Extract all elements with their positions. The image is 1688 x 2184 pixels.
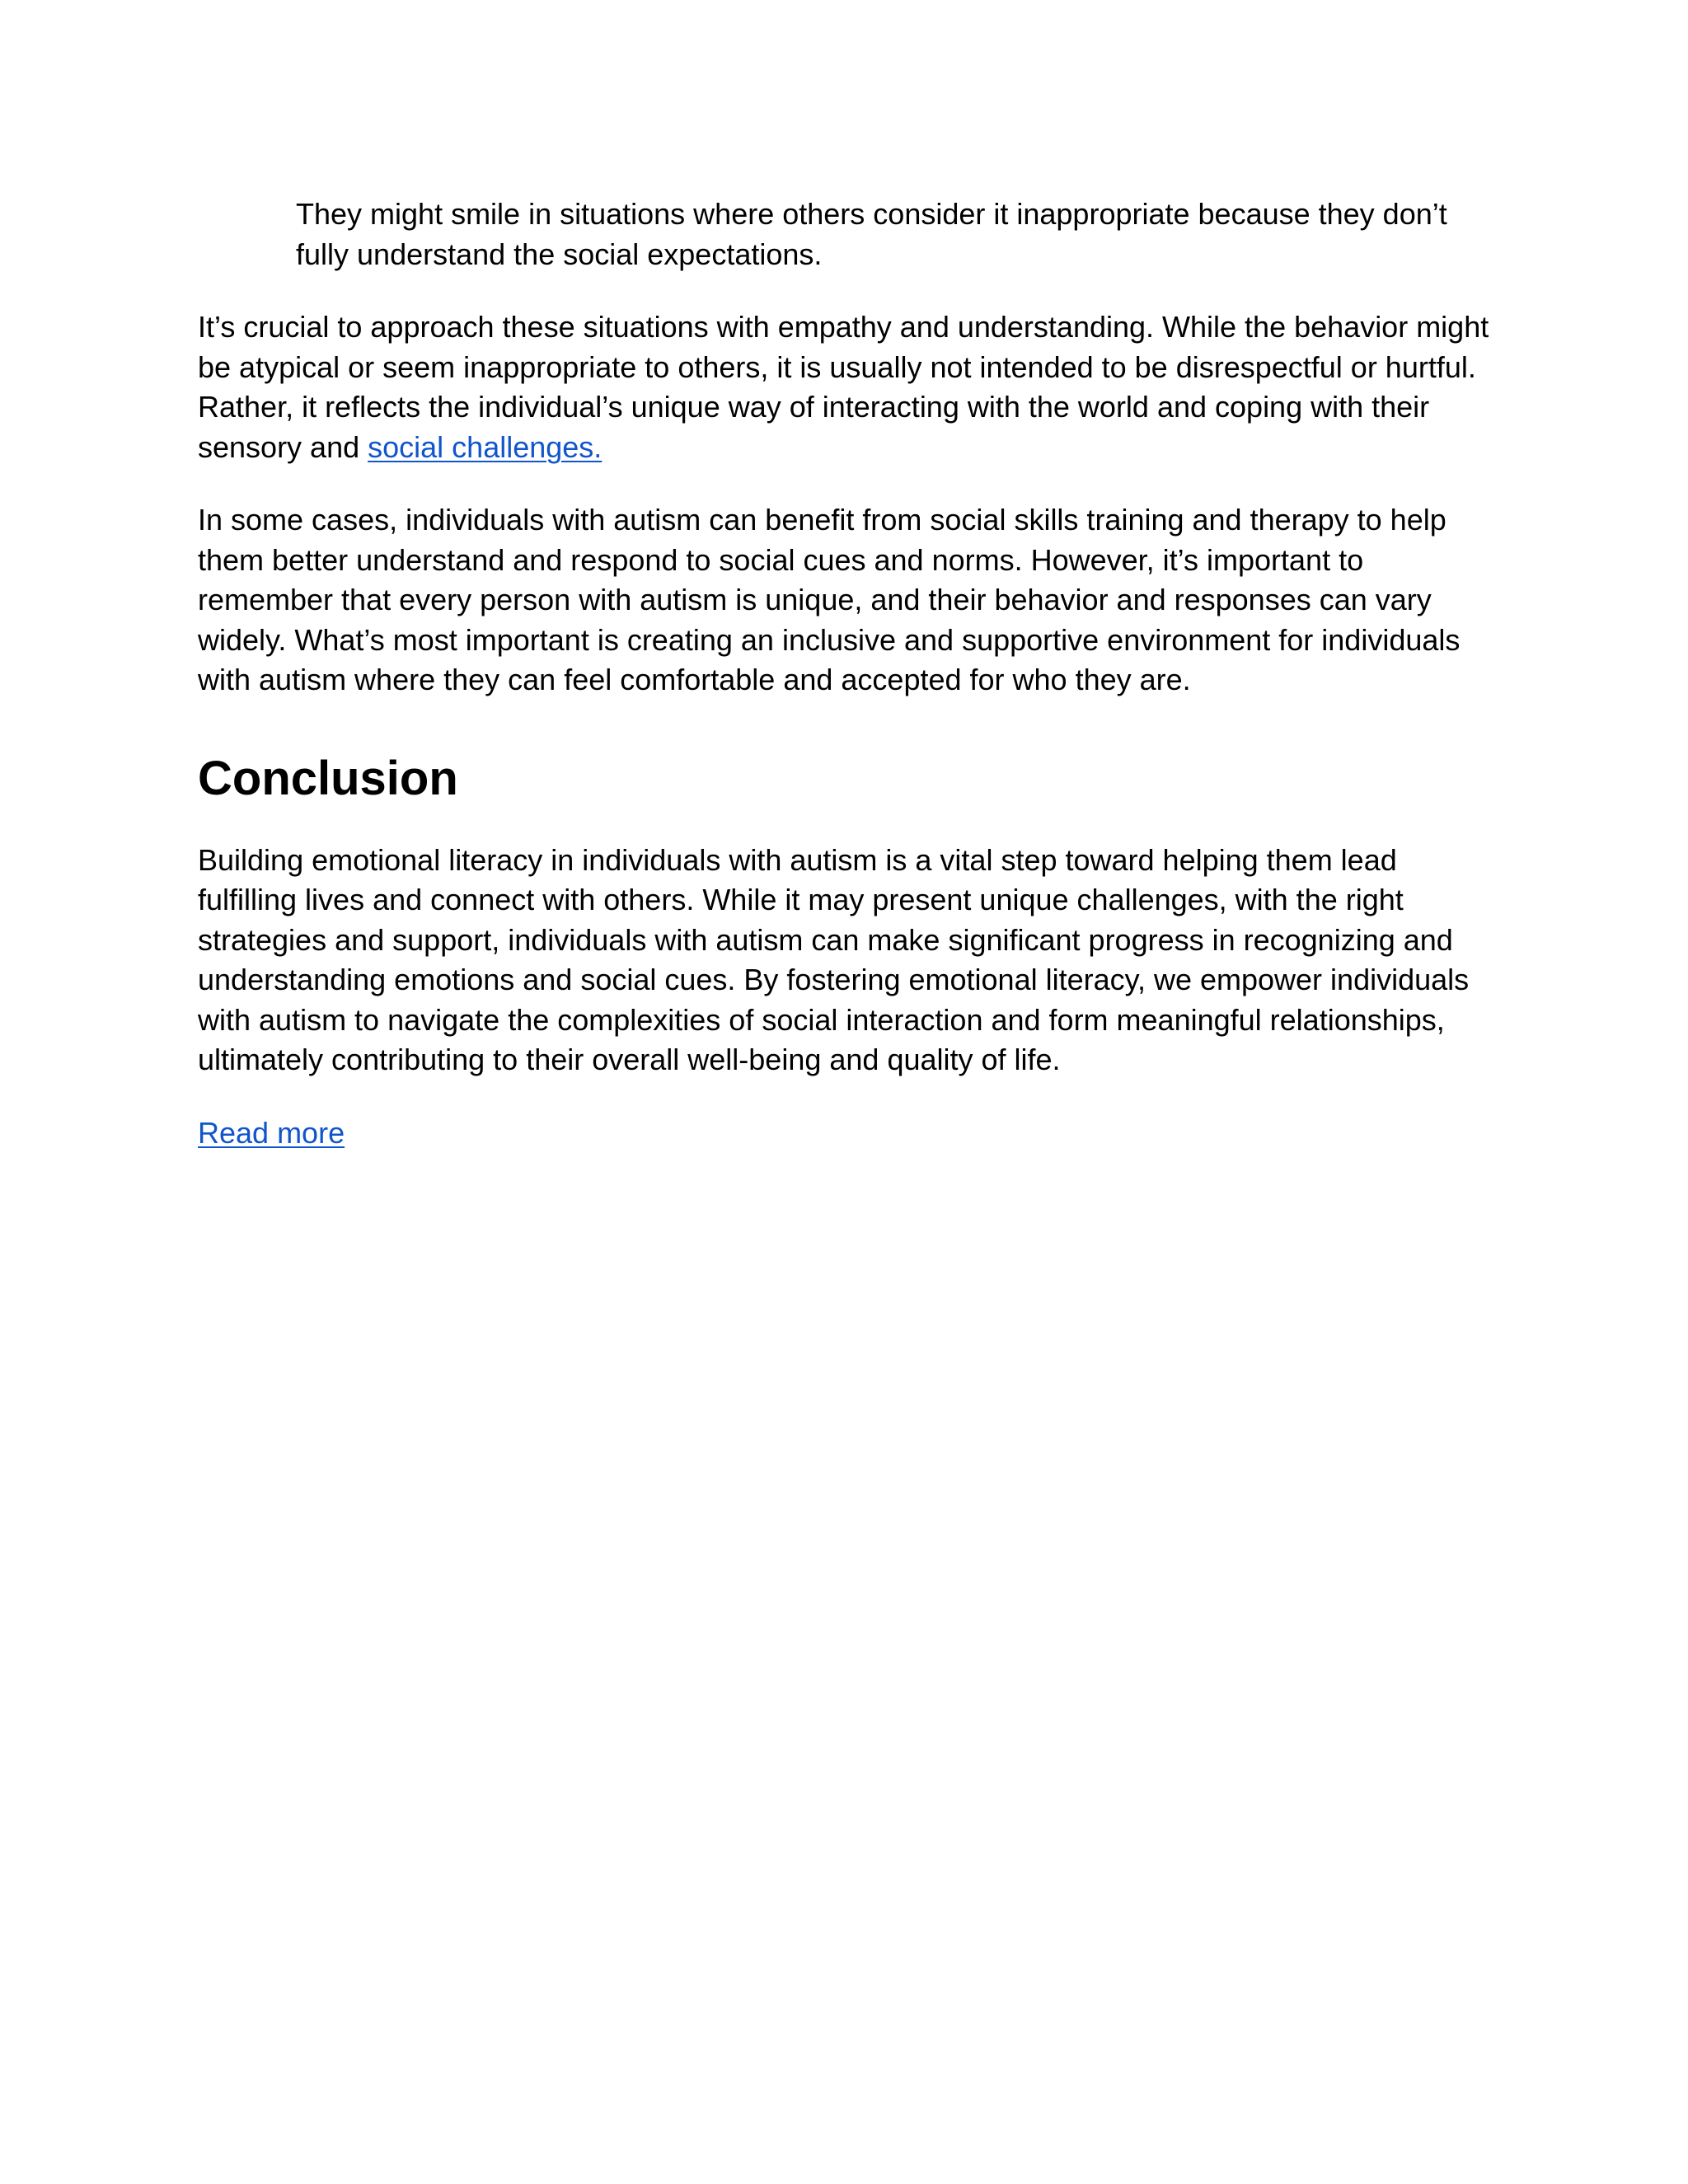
empathy-paragraph xyxy=(198,307,1492,467)
social-challenges-link[interactable]: social challenges. xyxy=(368,429,603,464)
conclusion-heading: Conclusion xyxy=(198,751,458,805)
read-more-link[interactable]: Read more xyxy=(198,1115,345,1150)
document-page xyxy=(198,194,1492,1153)
empathy-paragraph-text: It’s crucial to approach these situations with empathy and understanding. While the behavior might be atypical or seem inappropriate to others, it is usually not intended to be disrespectful or hurtful. Rather, it reflects the individual’s unique way of interacting with the world and coping with their sensory and xyxy=(198,310,1489,464)
social-skills-paragraph: In some cases, individuals with autism can benefit from social skills training and therapy to help them better understand and respond to social cues and norms. However, it’s important to remember that every person with autism is unique, and their behavior and responses can vary widely. What’s most important is creating an inclusive and supportive environment for individuals with autism where they can feel comfortable and accepted for who they are. xyxy=(198,503,1461,696)
conclusion-paragraph: Building emotional literacy in individuals with autism is a vital step toward helping them lead fulfilling lives and connect with others. While it may present unique challenges, with the right strategies and support, individuals with autism can make significant progress in recognizing and understanding emotions and social cues. By fostering emotional literacy, we empower individuals with autism to navigate the complexities of social interaction and form meaningful relationships, ultimately contributing to their overall well-being and quality of life. xyxy=(198,842,1470,1076)
indented-paragraph: They might smile in situations where others consider it inappropriate because they don’t fully understand the social expectations. xyxy=(296,197,1447,271)
read-more-paragraph xyxy=(198,1113,1492,1154)
